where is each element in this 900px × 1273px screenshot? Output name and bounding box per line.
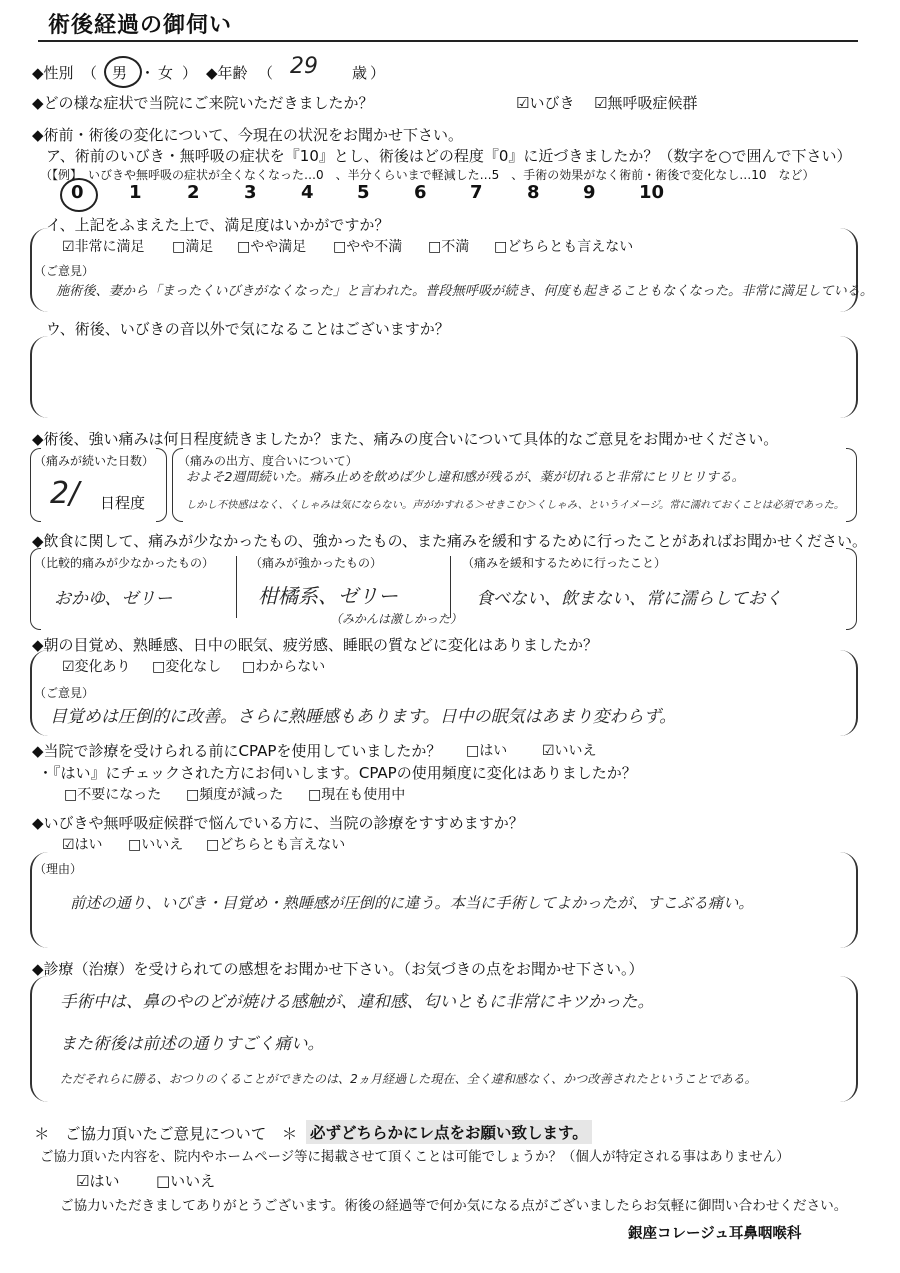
q-food-text: ◆飲食に関して、痛みが少なかったもの、強かったもの、また痛みを緩和するために行ったことがあればお聞かせください。 (32, 532, 868, 550)
satisfaction-somewhat-dissatisfied[interactable]: □やや不満 (333, 239, 403, 255)
cpap-still-using-checkbox[interactable]: □現在も使用中 (308, 787, 406, 803)
satisfaction-opinion[interactable]: 施術後、妻から「まったくいびきがなくなった」と言われた。普段無呼吸が続き、何度も起きることもなくなった。非常に満足している。 (56, 284, 874, 299)
scale-9[interactable]: 9 (583, 182, 596, 203)
food-more-label: （痛みが強かったもの） (250, 556, 383, 570)
q-cpap-text: ◆当院で診療を受けられる前にCPAPを使用していましたか？ (32, 742, 442, 760)
q-change-a-text: ア、術前のいびき・無呼吸の症状を『10』とし、術後はどの程度『0』に近づきましたか？（数字を○で囲んで下さい） (46, 147, 852, 165)
q-satisfaction-text: イ、上記をふまえた上で、満足度はいかがですか？ (46, 216, 390, 234)
gender-dot: ・ (140, 64, 156, 82)
food-relief-value[interactable]: 食べない、飲まない、常に濡らしておく (476, 589, 782, 609)
food-less-value[interactable]: おかゆ、ゼリー (54, 589, 173, 609)
q-change-text: ◆術前・術後の変化について、今現在の状況をお聞かせ下さい。 (32, 126, 463, 144)
gender-selection-circle (104, 56, 142, 88)
cpap-no-checkbox[interactable]: ☑いいえ (542, 743, 597, 759)
gender-label: ◆性別 (32, 64, 74, 82)
scale-10[interactable]: 10 (639, 182, 665, 203)
consent-yes-checkbox[interactable]: ☑はい (76, 1172, 120, 1190)
q-other-text: ウ、術後、いびきの音以外で気になることはございますか？ (46, 320, 450, 338)
food-divider-1 (236, 556, 237, 618)
q-change-example: （【例】 いびきや無呼吸の症状が全くなくなった…0 、半分くらいまで軽減した…5 、手術の効果がなく術前・術後で変化なし…10 など） (40, 168, 815, 182)
cpap-reduced-checkbox[interactable]: □頻度が減った (186, 787, 284, 803)
scale-5[interactable]: 5 (357, 182, 370, 203)
gender-male[interactable]: 男 (112, 64, 128, 82)
scale-2[interactable]: 2 (187, 182, 200, 203)
pain-days-value[interactable]: 2/ (50, 476, 80, 511)
scale-4[interactable]: 4 (301, 182, 314, 203)
gender-paren-open: （ (82, 64, 98, 82)
pain-degree-label: （痛みの出方、度合いについて） (178, 454, 358, 468)
cpap-unneeded-checkbox[interactable]: □不要になった (64, 787, 162, 803)
page-title: 術後経過の御伺い (48, 13, 233, 38)
sleep-unknown-checkbox[interactable]: □わからない (242, 659, 326, 675)
q-cpap-sub-text: ・『はい』にチェックされた方にお伺いします。CPAPの使用頻度に変化はありましたか？ (38, 764, 637, 782)
food-divider-2 (450, 556, 451, 618)
age-paren-close: ） (370, 64, 386, 82)
age-unit: 歳 (352, 64, 368, 82)
scale-1[interactable]: 1 (129, 182, 142, 203)
gender-female[interactable]: 女 (158, 64, 174, 82)
symptom-apnea-checkbox[interactable]: ☑無呼吸症候群 (594, 94, 698, 112)
q-pain-text: ◆術後、強い痛みは何日程度続きましたか？また、痛みの度合いについて具体的なご意見をお聞かせください。 (32, 430, 779, 448)
impression-line2[interactable]: また術後は前述の通りすごく痛い。 (60, 1034, 324, 1053)
sleep-opinion[interactable]: 目覚めは圧倒的に改善。さらに熟睡感もあります。日中の眠気はあまり変わらず。 (50, 707, 677, 727)
impression-line1[interactable]: 手術中は、鼻のやのどが焼ける感触が、違和感、匂いともに非常にキツかった。 (60, 992, 654, 1011)
recommend-neutral-checkbox[interactable]: □どちらとも言えない (206, 837, 346, 853)
pain-degree-line1[interactable]: およそ2週間続いた。痛み止めを飲めば少し違和感が残るが、薬が切れると非常にヒリヒリする。 (186, 470, 745, 485)
food-more-note[interactable]: （みかんは激しかった） (330, 612, 463, 626)
scale-3[interactable]: 3 (244, 182, 257, 203)
satisfaction-very-satisfied[interactable]: ☑非常に満足 (62, 239, 145, 255)
cpap-yes-checkbox[interactable]: □はい (466, 743, 508, 759)
recommend-reason-label: （理由） (34, 862, 83, 876)
food-more-value[interactable]: 柑橘系、ゼリー (258, 584, 398, 608)
sleep-opinion-label: （ご意見） (34, 686, 95, 700)
recommend-no-checkbox[interactable]: □いいえ (128, 837, 184, 853)
scale-7[interactable]: 7 (470, 182, 483, 203)
pain-days-label: （痛みが続いた日数） (34, 454, 155, 468)
q-impression-text: ◆診療（治療）を受けられての感想をお聞かせ下さい。（お気づきの点をお聞かせ下さい。） (32, 960, 644, 978)
thanks-message: ご協力いただきましてありがとうございます。術後の経過等で何か気になる点がございましたらお気軽に御問い合わせください。 (60, 1198, 848, 1214)
pain-days-unit: 日程度 (100, 494, 146, 512)
consent-must-note: 必ずどちらかにレ点をお願い致します。 (306, 1120, 592, 1144)
age-value[interactable]: 29 (290, 54, 318, 79)
q-recommend-text: ◆いびきや無呼吸症候群で悩んでいる方に、当院の診療をすすめますか？ (32, 814, 524, 832)
consent-question: ご協力頂いた内容を、院内やホームページ等に掲載させて頂くことは可能でしょうか？（個人が特定される事はありません） (40, 1150, 790, 1165)
recommend-reason[interactable]: 前述の通り、いびき・目覚め・熟睡感が圧倒的に違う。本当に手術してよかったが、すこぶる痛い。 (70, 894, 754, 912)
scale-0[interactable]: 0 (71, 182, 84, 203)
pain-degree-bracket-right (846, 448, 857, 522)
q-symptom-text: ◆どの様な症状で当院にご来院いただきましたか？ (32, 94, 374, 112)
clinic-name: 銀座コレージュ耳鼻咽喉科 (628, 1226, 802, 1242)
consent-heading: ＊ ご協力頂いたご意見について ＊ (34, 1125, 298, 1143)
age-label: ◆年齢 (206, 64, 248, 82)
impression-line3[interactable]: ただそれらに勝る、おつりのくることができたのは、2ヵ月経過した現在、全く違和感なく、かつ改善されたということである。 (60, 1072, 757, 1086)
pain-degree-line2[interactable]: しかし不快感はなく、くしゃみは気にならない。声がかすれる＞せきこむ＞くしゃみ、というイメージ。常に濡れておくことは必須であった。 (186, 499, 845, 511)
consent-no-checkbox[interactable]: □いいえ (156, 1172, 216, 1190)
scale-6[interactable]: 6 (414, 182, 427, 203)
sleep-changed-checkbox[interactable]: ☑変化あり (62, 659, 131, 675)
satisfaction-opinion-label: （ご意見） (34, 264, 95, 278)
gender-paren-close: ） (182, 64, 198, 82)
food-less-label: （比較的痛みが少なかったもの） (34, 556, 215, 570)
scale-8[interactable]: 8 (527, 182, 540, 203)
pain-days-bracket-right (156, 448, 167, 522)
satisfaction-dissatisfied[interactable]: □不満 (428, 239, 470, 255)
other-answer-box[interactable] (30, 336, 858, 418)
q-sleep-text: ◆朝の目覚め、熟睡感、日中の眠気、疲労感、睡眠の質などに変化はありましたか？ (32, 636, 598, 654)
food-relief-bracket-right (846, 548, 857, 630)
age-paren-open: （ (258, 64, 274, 82)
satisfaction-somewhat-satisfied[interactable]: □やや満足 (237, 239, 307, 255)
recommend-yes-checkbox[interactable]: ☑はい (62, 837, 103, 853)
food-relief-label: （痛みを緩和するために行ったこと） (462, 556, 667, 570)
sleep-unchanged-checkbox[interactable]: □変化なし (152, 659, 222, 675)
title-underline (38, 40, 858, 42)
satisfaction-satisfied[interactable]: □満足 (172, 239, 214, 255)
satisfaction-neutral[interactable]: □どちらとも言えない (494, 239, 634, 255)
symptom-snoring-checkbox[interactable]: ☑いびき (516, 94, 575, 112)
